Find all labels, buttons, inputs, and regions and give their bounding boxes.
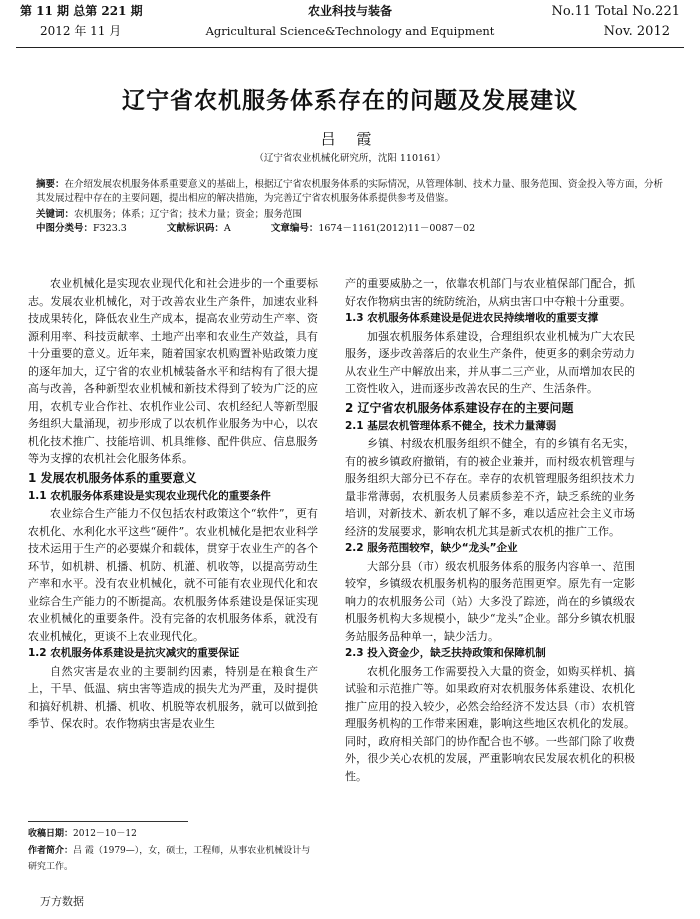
section-1-3-heading: 1.3 农机服务体系建设是促进农民持续增收的重要支撑: [345, 312, 599, 324]
right-column: [345, 275, 635, 785]
doc-code-value: A: [223, 223, 231, 234]
abstract-label: 摘要：: [36, 179, 65, 190]
clc-value: F323.3: [93, 223, 127, 234]
watermark: 万方数据: [40, 895, 84, 908]
article-no-label: 文章编号：: [270, 223, 319, 234]
page-title: 辽宁省农机服务体系存在的问题及发展建议: [122, 88, 578, 114]
clc-label: 中图分类号：: [36, 223, 94, 234]
author-bio-text: 吕 霞（1979—），女，硕士，工程师，从事农业机械设计与研究工作。: [28, 846, 311, 872]
section-2-3-heading: 2.3 投入资金少，缺乏扶持政策和保障机制: [345, 647, 546, 659]
section-2-2-heading: 2.2 服务范围较窄，缺少“龙头”企业: [345, 542, 518, 554]
author-bio-label: 作者简介：: [28, 846, 74, 856]
section-2-heading: 2 辽宁省农机服务体系建设存在的主要问题: [345, 400, 574, 415]
received-value: 2012－10－12: [73, 829, 137, 839]
section-1-2-paragraph: 自然灾害是农业的主要制约因素，特别是在粮食生产上，干旱、低温、病虫害等造成的损失尤为严重，及时提供和搞好机耕、机播、机收、机脱等农机服务，就可以做到抢季节、保农时。农作物病虫害是农业生: [28, 664, 318, 730]
doc-code-label: 文献标识码：: [166, 223, 224, 234]
section-2-1-heading: 2.1 基层农机管理体系不健全，技术力量薄弱: [345, 419, 557, 432]
section-1-2-heading: 1.2 农机服务体系建设是抗灾减灾的重要保证: [28, 647, 240, 659]
abstract-text: 在介绍发展农机服务体系重要意义的基础上，根据辽宁省农机服务体系的实际情况，从管理体制、技术力量、服务范围、资金投入等方面，分析其发展过程中存在的主要问题，提出相应的解决措施，为完善辽宁省农机服务体系提供参考及借鉴。: [36, 179, 664, 204]
footnote-rule: [28, 821, 188, 822]
header-issue-cn: 第 11 期 总第 221 期: [20, 4, 143, 18]
keywords: [36, 208, 664, 222]
header-date-cn: 2012 年 11 月: [40, 24, 122, 38]
section-1-heading: 1 发展农机服务体系的重要意义: [28, 470, 197, 485]
abstract: [36, 178, 664, 206]
left-column: [28, 275, 318, 733]
header-date-en: Nov. 2012: [603, 24, 670, 39]
keywords-label: 关键词：: [36, 209, 75, 220]
section-1-3-paragraph: 加强农机服务体系建设，合理组织农业机械为广大农民服务，逐步改善落后的农业生产条件，使更多的剩余劳动力从农业生产中解放出来，并从事二三产业，从而增加农民的工资性收入，进而逐步改善农民的生产、生活条件。: [345, 329, 635, 395]
section-1-1-heading: 1.1 农机服务体系建设是实现农业现代化的重要条件: [28, 489, 271, 502]
header-journal-cn: 农业科技与装备: [307, 4, 392, 18]
section-2-3-paragraph: 农机化服务工作需要投入大量的资金，如购买样机、搞试验和示范推广等。如果政府对农机服务体系建设、农机化推广应用的投入较少，必然会给经济不发达县（市）农机管理服务机构的工作带来困难，影响这些地区农机化的发展。同时，政府相关部门的协作配合也不够。一些部门除了收费外，很少关心农机的发展，严重影响农民发展农机化的积极性。: [345, 664, 635, 783]
classification-line: [36, 222, 664, 236]
keywords-text: 农机服务；体系；辽宁省；技术力量；资金；服务范围: [74, 209, 303, 220]
header-rule: [16, 47, 684, 48]
author-bio: [28, 843, 318, 875]
section-1-2-continued: 产的重要威胁之一，依靠农机部门与农业植保部门配合，抓好农作物病虫害的统防统治，从病虫害口中夺粮十分重要。: [345, 277, 635, 308]
article-no-value: 1674－1161(2012)11－0087－02: [318, 223, 476, 234]
intro-paragraph: 农业机械化是实现农业现代化和社会进步的一个重要标志。发展农业机械化，对于改善农业生产条件，加速农业科技成果转化，降低农业生产成本，提高农业劳动生产率、资源利用率、科技贡献率、土地产出率和农业生产效益，具有十分重要的意义。近年来，随着国家农机购置补贴政策力度的逐年加大，辽宁省的农业机械装备水平和结构有了很大提高与改善，各种新型农业机械和新技术得到了较为广泛的应用，农机专业合作社、农机作业公司、农机经纪人等新型服务组织大量涌现，初步形成了以农机作业服务为中心，以农机化技术推广、技能培训、机具维修、配件供应、信息服务等为支撑的农机社会化服务体系。: [28, 277, 318, 465]
section-2-1-paragraph: 乡镇、村级农机服务组织不健全，有的乡镇有名无实，有的被乡镇政府撤销，有的被企业兼并，而村级农机管理与服务组织大部分已不存在。幸存的农机管理服务组织技术力量非常薄弱，农机服务人员素质参差不齐，缺乏系统的业务培训，对新技术、新农机了解不多，难以适应社会主义市场经济的发展要求，影响农机尤其是新式农机的推广工作。: [345, 437, 635, 538]
section-1-1-paragraph: 农业综合生产能力不仅包括农村政策这个“软件”，更有农机化、水利化水平这些“硬件”。农业机械化是把农业科学技术运用于生产的必要媒介和载体，贯穿于农业生产的各个环节，如机耕、机播、机防、机灌、机收等，以提高劳动生产率和水平。没有农业机械化，就不可能有农业现代化和农业综合生产能力的不断提高。农机服务体系建设是保证实现农业机械化的重要条件。没有完备的农机服务体系，就没有农业机械化，更谈不上农业现代化。: [28, 507, 318, 643]
header-journal-en: Agricultural Science&Technology and Equipment: [205, 24, 495, 38]
author-affiliation: （辽宁省农业机械化研究所，沈阳 110161）: [254, 153, 446, 164]
header-issue-en: No.11 Total No.221: [551, 4, 680, 19]
received-label: 收稿日期：: [28, 829, 74, 839]
received-date: [28, 826, 318, 842]
section-2-2-paragraph: 大部分县（市）级农机服务体系的服务内容单一、范围较窄，乡镇级农机服务机构的服务范围更窄。原先有一定影响力的农机服务公司（站）大多没了踪迹，尚在的乡镇级农机服务机构大多规模小，缺少“龙头”企业。部分乡镇农机服务站服务品种单一，缺少活力。: [345, 559, 635, 643]
author-name: 吕 霞: [320, 130, 380, 148]
